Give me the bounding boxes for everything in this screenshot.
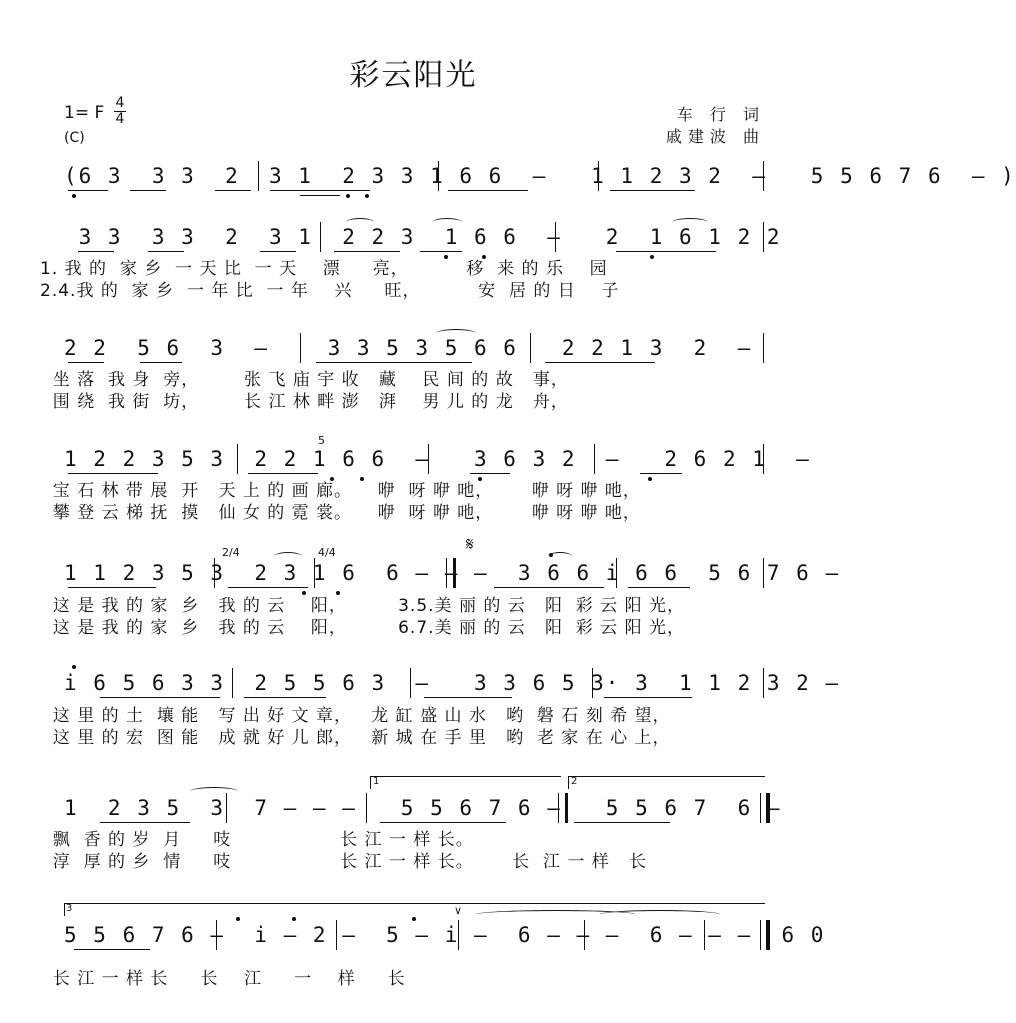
beam <box>316 362 472 363</box>
octave-dot <box>292 917 296 921</box>
slur <box>432 218 462 227</box>
beam <box>74 949 150 950</box>
octave-dot <box>648 477 652 481</box>
beam <box>78 251 114 252</box>
beam <box>380 822 506 823</box>
bar-line <box>530 333 531 363</box>
bar-line <box>214 558 215 588</box>
bar-line <box>763 668 764 698</box>
beam <box>545 362 655 363</box>
lyricist-credit: 车 行 词 <box>676 105 765 124</box>
slur <box>548 552 572 561</box>
bar-line <box>314 558 315 588</box>
slur <box>274 552 302 561</box>
beam <box>610 190 695 191</box>
octave-dot <box>412 917 416 921</box>
grace-note: 5 <box>318 434 325 447</box>
beam <box>100 822 190 823</box>
lyrics-row-3-verse-b: 围 绕 我 街 坊， 长 江 林 畔 澎 湃 男 儿 的 龙 舟， <box>40 392 569 412</box>
notation-row-8: 5 5 6 7 6 – i – 2 – 5 – i – 6 – – – 6 – – – 6 0 <box>64 923 826 947</box>
beam <box>470 473 510 474</box>
bar-line <box>410 668 411 698</box>
beam <box>574 822 670 823</box>
time-signature-top: 4 <box>115 95 125 111</box>
notation-row-6: i 6 5 6 3 3 2 5 5 6 3 – 3 3 6 5 3· 3 1 1 2 3 2 – <box>64 671 841 695</box>
volta-number-1: 1 <box>373 776 380 787</box>
volta-bracket-1 <box>370 776 561 789</box>
bar-line <box>366 793 367 823</box>
beam <box>300 195 340 196</box>
notation-row-7: 1 2 3 5 3 7 – – – 5 5 6 7 6 – 5 5 6 7 6 – <box>64 796 782 820</box>
beam <box>494 587 604 588</box>
octave-dot <box>302 591 306 595</box>
bar-line <box>598 161 599 191</box>
octave-dot <box>444 255 448 259</box>
lyrics-row-4-verse-a: 宝 石 林 带 展 开 天 上 的 画 廊。 咿 呀 咿 吔， 咿 呀 咿 吔， <box>40 481 641 501</box>
slur <box>190 787 238 796</box>
beam <box>100 697 220 698</box>
bar-line <box>216 920 217 950</box>
octave-dot <box>478 477 482 481</box>
bar-line <box>336 920 337 950</box>
time-signature-bottom: 4 <box>115 111 125 127</box>
bar-line <box>428 444 429 474</box>
lyrics-row-2-verse-a: 1. 我 的 家 乡 一 天 比 一 天 漂 亮， 移 来 的 乐 园 <box>40 259 608 279</box>
octave-dot <box>72 665 76 669</box>
lyrics-row-4-verse-b: 攀 登 云 梯 抚 摸 仙 女 的 霓 裳。 咿 呀 咿 吔， 咿 呀 咿 吔， <box>40 503 641 523</box>
octave-dot <box>346 194 350 198</box>
bar-line <box>594 444 595 474</box>
lyrics-row-6-verse-a: 这 里 的 土 壤 能 写 出 好 文 章， 龙 缸 盛 山 水 哟 磐 石 刻 希 望， <box>40 706 671 726</box>
bar-line <box>584 920 585 950</box>
beam <box>640 473 682 474</box>
bar-line <box>616 558 617 588</box>
repeat-end-bar-line <box>760 793 770 823</box>
bar-line <box>320 222 321 252</box>
lyrics-row-7-verse-a: 飘 香 的 岁 月 吱 长 江 一 样 长。 <box>40 830 474 850</box>
beam <box>68 473 158 474</box>
notation-row-3: 2 2 5 6 3 – 3 3 5 3 5 6 6 2 2 1 3 2 – <box>64 336 753 360</box>
beam <box>248 473 318 474</box>
bar-line <box>763 161 764 191</box>
bar-line <box>555 222 556 252</box>
bar-line <box>763 444 764 474</box>
key-signature: 1= F <box>64 103 105 123</box>
beam <box>68 587 156 588</box>
notation-row-1: (6 3 3 3 2 3 1 2 3 3 1 6 6 – 1 1 2 3 2 – 5 5 6 7 6 – ) <box>64 164 1016 188</box>
bar-line <box>300 333 301 363</box>
segno-icon: 𝄋 <box>466 534 474 555</box>
octave-dot <box>72 194 76 198</box>
time-signature <box>114 97 126 126</box>
time-change-2-4: 2/4 <box>222 546 240 559</box>
lyrics-row-7-verse-b: 淳 厚 的 乡 情 吱 长 江 一 样 长。 长 江 一 样 长 <box>40 852 647 872</box>
lyrics-row-3-verse-a: 坐 落 我 身 旁， 张 飞 庙 宇 收 藏 民 间 的 故 事， <box>40 370 569 390</box>
composer-credit: 戚建波 曲 <box>665 127 765 146</box>
bar-line <box>237 444 238 474</box>
beam <box>215 190 251 191</box>
beam <box>628 587 690 588</box>
beam <box>244 697 326 698</box>
beam <box>140 362 182 363</box>
breath-mark: ∨ <box>454 904 463 917</box>
bar-line <box>763 558 764 588</box>
volta-bracket-3 <box>64 903 765 916</box>
slur <box>346 218 374 227</box>
beam <box>448 190 528 191</box>
slur <box>436 329 476 338</box>
beam <box>420 251 462 252</box>
time-change-4-4: 4/4 <box>318 546 336 559</box>
beam <box>228 587 308 588</box>
notation-row-4: 1 2 2 3 5 3 2 2 1 6 6 – 3 6 3 2 – 2 6 2 1 – <box>64 447 811 471</box>
notation-row-2: 3 3 3 3 2 3 1 2 2 3 1 6 6 – 2 1 6 1 2 2 <box>64 225 782 249</box>
volta-bracket-2 <box>568 776 765 789</box>
beam <box>260 251 296 252</box>
beam <box>68 362 104 363</box>
beam <box>604 697 692 698</box>
bar-line <box>704 920 705 950</box>
lyrics-row-8: 长 江 一 样 长 长 江 一 样 长 <box>40 969 406 989</box>
beam <box>270 190 370 191</box>
volta-number-2: 2 <box>571 776 578 787</box>
beam <box>616 251 716 252</box>
bar-line <box>232 668 233 698</box>
beam <box>424 697 512 698</box>
section-mark-c: (C) <box>64 130 85 146</box>
bar-line <box>226 793 227 823</box>
bar-line <box>592 668 593 698</box>
lyrics-row-5-verse-a: 这 是 我 的 家 乡 我 的 云 阳， 3.5.美 丽 的 云 阳 彩 云 阳 光， <box>40 596 685 616</box>
notation-row-5: 1 1 2 3 5 3 2 3 1 6 6 – – – 3 6 6 i 6 6 5 6 7 6 – <box>64 561 841 585</box>
octave-dot <box>336 591 340 595</box>
octave-dot <box>330 477 334 481</box>
octave-dot <box>360 477 364 481</box>
octave-dot <box>365 194 369 198</box>
bar-line <box>438 161 439 191</box>
beam <box>334 251 400 252</box>
beam <box>148 251 184 252</box>
octave-dot <box>650 255 654 259</box>
repeat-bar-line <box>446 558 456 588</box>
lyrics-row-6-verse-b: 这 里 的 宏 图 能 成 就 好 儿 郎， 新 城 在 手 里 哟 老 家 在 心 上， <box>40 728 671 748</box>
beam <box>68 190 108 191</box>
octave-dot <box>482 255 486 259</box>
beam <box>130 190 166 191</box>
song-title: 彩云阳光 <box>349 58 478 93</box>
volta-number-3: 3 <box>66 903 73 914</box>
slur <box>672 218 708 227</box>
bar-line <box>763 222 764 252</box>
bar-line <box>258 161 259 191</box>
repeat-bar-line <box>558 793 568 823</box>
final-bar-line <box>760 920 770 950</box>
bar-line <box>458 920 459 950</box>
lyrics-row-5-verse-b: 这 是 我 的 家 乡 我 的 云 阳， 6.7.美 丽 的 云 阳 彩 云 阳 光， <box>40 618 685 638</box>
lyrics-row-2-verse-b: 2.4.我 的 家 乡 一 年 比 一 年 兴 旺， 安 居 的 日 子 <box>40 281 620 301</box>
bar-line <box>763 333 764 363</box>
octave-dot <box>236 917 240 921</box>
